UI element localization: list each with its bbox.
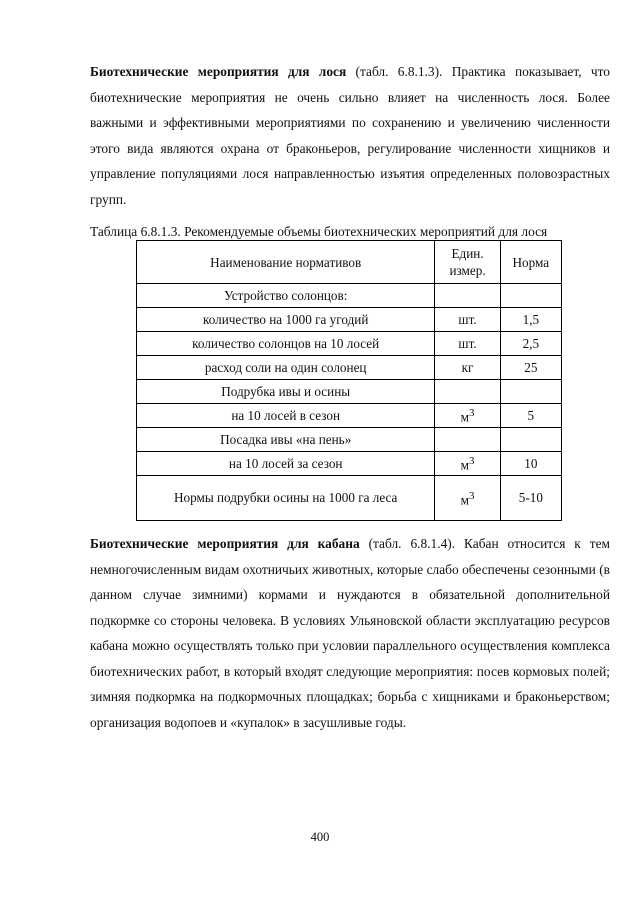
cell-name: расход соли на один солонец bbox=[137, 356, 435, 380]
cell-name: Нормы подрубки осины на 1000 га леса bbox=[137, 476, 435, 521]
table-row bbox=[137, 308, 562, 332]
cell-name: Посадка ивы «на пень» bbox=[137, 428, 435, 452]
paragraph-moose-heading: Биотехнические мероприятия для лося bbox=[90, 64, 347, 79]
cell-name: Устройство солонцов: bbox=[137, 284, 435, 308]
paragraph-moose bbox=[90, 59, 610, 212]
table-header-row bbox=[137, 241, 562, 284]
unit-text: м bbox=[460, 457, 469, 473]
header-unit bbox=[435, 241, 500, 284]
unit-text: м bbox=[460, 492, 469, 508]
cell-norm: 5 bbox=[500, 404, 561, 428]
cell-unit bbox=[435, 404, 500, 428]
cell-name: количество на 1000 га угодий bbox=[137, 308, 435, 332]
unit-text: кг bbox=[461, 359, 474, 375]
header-unit-line2: измер. bbox=[449, 263, 486, 278]
cell-unit bbox=[435, 356, 500, 380]
paragraph-boar bbox=[90, 531, 610, 735]
unit-superscript: 3 bbox=[468, 455, 475, 468]
unit-superscript: 3 bbox=[468, 407, 475, 420]
table-row bbox=[137, 476, 562, 521]
cell-unit bbox=[435, 308, 500, 332]
norms-table bbox=[136, 240, 562, 521]
table-row bbox=[137, 428, 562, 452]
header-norm: Норма bbox=[500, 241, 561, 284]
cell-name: Подрубка ивы и осины bbox=[137, 380, 435, 404]
table-row bbox=[137, 332, 562, 356]
cell-norm bbox=[500, 380, 561, 404]
table-row bbox=[137, 356, 562, 380]
table-caption: Таблица 6.8.1.3. Рекомендуемые объемы биотехнических мероприятий для лося bbox=[90, 224, 548, 239]
cell-norm: 25 bbox=[500, 356, 561, 380]
cell-unit bbox=[435, 476, 500, 521]
page-number: 400 bbox=[310, 830, 330, 844]
header-unit-line1: Един. bbox=[451, 246, 484, 261]
unit-text: шт. bbox=[458, 335, 477, 351]
cell-name: на 10 лосей в сезон bbox=[137, 404, 435, 428]
paragraph-boar-heading: Биотехнические мероприятия для кабана bbox=[90, 536, 360, 551]
table-row bbox=[137, 404, 562, 428]
cell-name: количество солонцов на 10 лосей bbox=[137, 332, 435, 356]
cell-unit bbox=[435, 428, 500, 452]
paragraph-moose-text: (табл. 6.8.1.3). Практика показывает, что биотехнические мероприятия не очень сильно влияет на численность лося. Более важными и эффективными мероприятиями по сохранению и увеличению численности этого вида являются охрана от браконьеров, регулирование численности хищников и управление популяциями лося направленностью изъятия определенных половозрастных групп. bbox=[90, 64, 610, 207]
header-name: Наименование нормативов bbox=[137, 241, 435, 284]
table-row bbox=[137, 380, 562, 404]
cell-norm: 1,5 bbox=[500, 308, 561, 332]
cell-unit bbox=[435, 332, 500, 356]
cell-norm bbox=[500, 428, 561, 452]
cell-norm: 2,5 bbox=[500, 332, 561, 356]
unit-text: шт. bbox=[458, 311, 477, 327]
cell-name: на 10 лосей за сезон bbox=[137, 452, 435, 476]
cell-norm bbox=[500, 284, 561, 308]
unit-superscript: 3 bbox=[468, 489, 475, 502]
cell-unit bbox=[435, 452, 500, 476]
unit-text: м bbox=[460, 409, 469, 425]
table-row bbox=[137, 284, 562, 308]
paragraph-boar-text: (табл. 6.8.1.4). Кабан относится к тем немногочисленным видам охотничьих животных, которые слабо обеспечены сезонными (в данном случае зимними) кормами и нуждаются в обязательной дополнительной подкормке со стороны человека. В условиях Ульяновской области эксплуатацию ресурсов кабана можно осуществлять только при условии параллельного осуществления комплекса биотехнических работ, в который входят следующие мероприятия: посев кормовых полей; зимняя подкормка на подкормочных площадках; борьба с хищниками и браконьерством; организация водопоев и «купалок» в засушливые годы. bbox=[90, 536, 610, 730]
cell-norm: 5-10 bbox=[500, 476, 561, 521]
cell-unit bbox=[435, 380, 500, 404]
cell-norm: 10 bbox=[500, 452, 561, 476]
cell-unit bbox=[435, 284, 500, 308]
table-row bbox=[137, 452, 562, 476]
